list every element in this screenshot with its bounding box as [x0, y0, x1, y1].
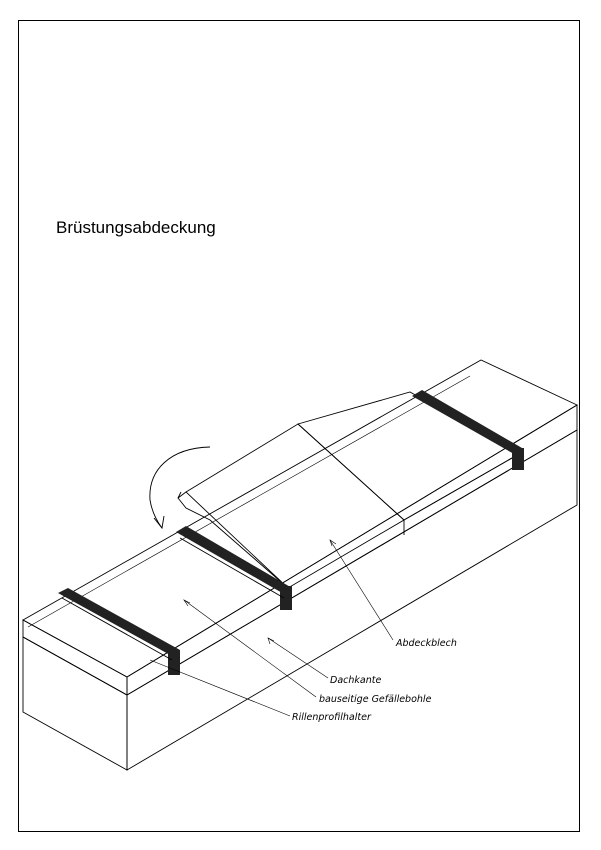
- cover-sheet-front: [178, 424, 404, 604]
- label-dachkante: Dachkante: [330, 675, 382, 686]
- label-abdeckblech: Abdeckblech: [396, 638, 457, 649]
- slope-plank: [23, 360, 577, 695]
- label-rillenprofilhalter: Rillenprofilhalter: [292, 712, 371, 723]
- clip-band-back: [412, 390, 524, 470]
- drawing-title: Brüstungsabdeckung: [56, 218, 216, 237]
- clip-band-front: [58, 588, 180, 675]
- label-gefaellebohle: bauseitige Gefällebohle: [319, 694, 432, 705]
- clip-band-middle: [176, 526, 292, 610]
- leader-lines: [150, 540, 393, 716]
